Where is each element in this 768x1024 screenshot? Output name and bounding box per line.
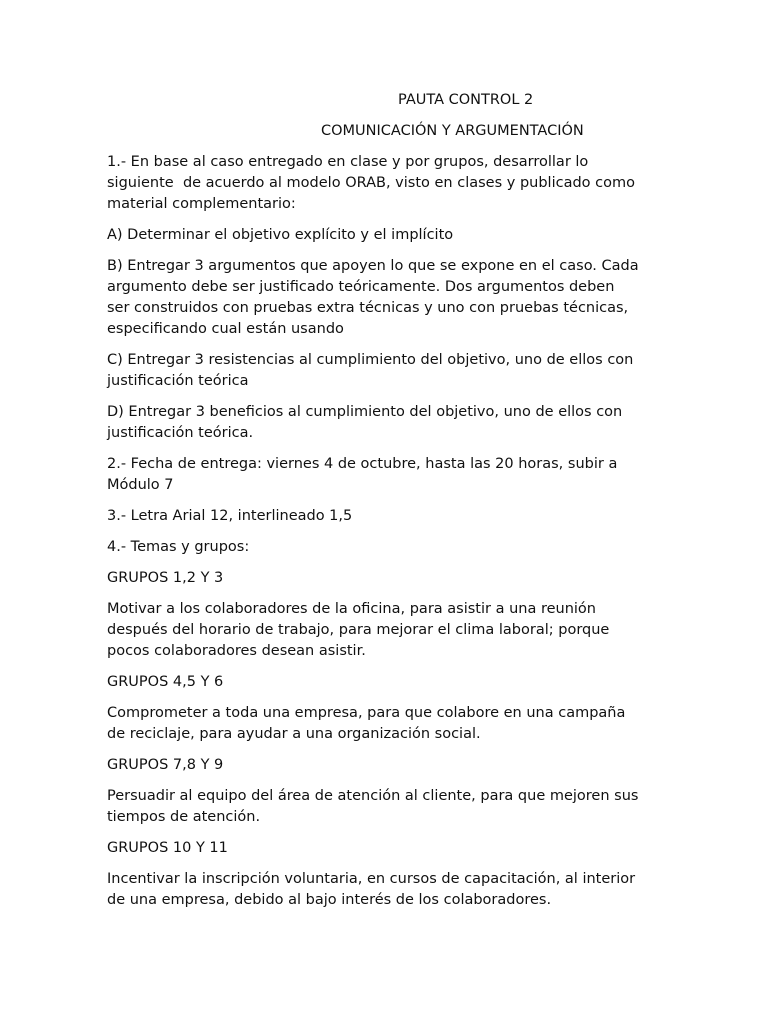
paragraph-item-c: C) Entregar 3 resistencias al cumplimiento del objetivo, uno de ellos con justificación teórica [107,352,634,389]
group-topic-3: Persuadir al equipo del área de atención al cliente, para que mejoren sus tiempos de atención. [107,788,639,825]
group-topic-1: Motivar a los colaboradores de la oficina, para asistir a una reunión después del horario de trabajo, para mejorar el clima laboral; porque pocos colaboradores desean asistir. [107,601,610,659]
group-topic-2: Comprometer a toda una empresa, para que colabore en una campaña de reciclaje, para ayudar a una organización social. [107,705,626,742]
document-subtitle: COMUNICACIÓN Y ARGUMENTACIÓN [321,123,584,139]
paragraph-instruction-3: 3.- Letra Arial 12, interlineado 1,5 [107,508,353,524]
paragraph-instruction-1: 1.- En base al caso entregado en clase y por grupos, desarrollar lo siguiente de acuerdo al modelo ORAB, visto en clases y publicado como material complementario: [107,154,635,212]
paragraph-instruction-4: 4.- Temas y grupos: [107,539,250,555]
paragraph-instruction-2: 2.- Fecha de entrega: viernes 4 de octubre, hasta las 20 horas, subir a Módulo 7 [107,456,618,493]
document-title: PAUTA CONTROL 2 [398,92,534,108]
group-heading-3: GRUPOS 7,8 Y 9 [107,757,224,773]
group-topic-4: Incentivar la inscripción voluntaria, en cursos de capacitación, al interior de una empresa, debido al bajo interés de los colaboradores. [107,871,636,908]
group-heading-2: GRUPOS 4,5 Y 6 [107,674,224,690]
paragraph-item-d: D) Entregar 3 beneficios al cumplimiento del objetivo, uno de ellos con justificación teórica. [107,404,623,441]
paragraph-item-a: A) Determinar el objetivo explícito y el implícito [107,227,454,243]
document-body [107,152,667,921]
group-heading-4: GRUPOS 10 Y 11 [107,840,228,856]
group-heading-1: GRUPOS 1,2 Y 3 [107,570,224,586]
paragraph-item-b: B) Entregar 3 argumentos que apoyen lo que se expone en el caso. Cada argumento debe ser justificado teóricamente. Dos argumentos deben ser construidos con pruebas extra técnicas y uno con pruebas técnicas, especificando cual están usando [107,258,639,337]
